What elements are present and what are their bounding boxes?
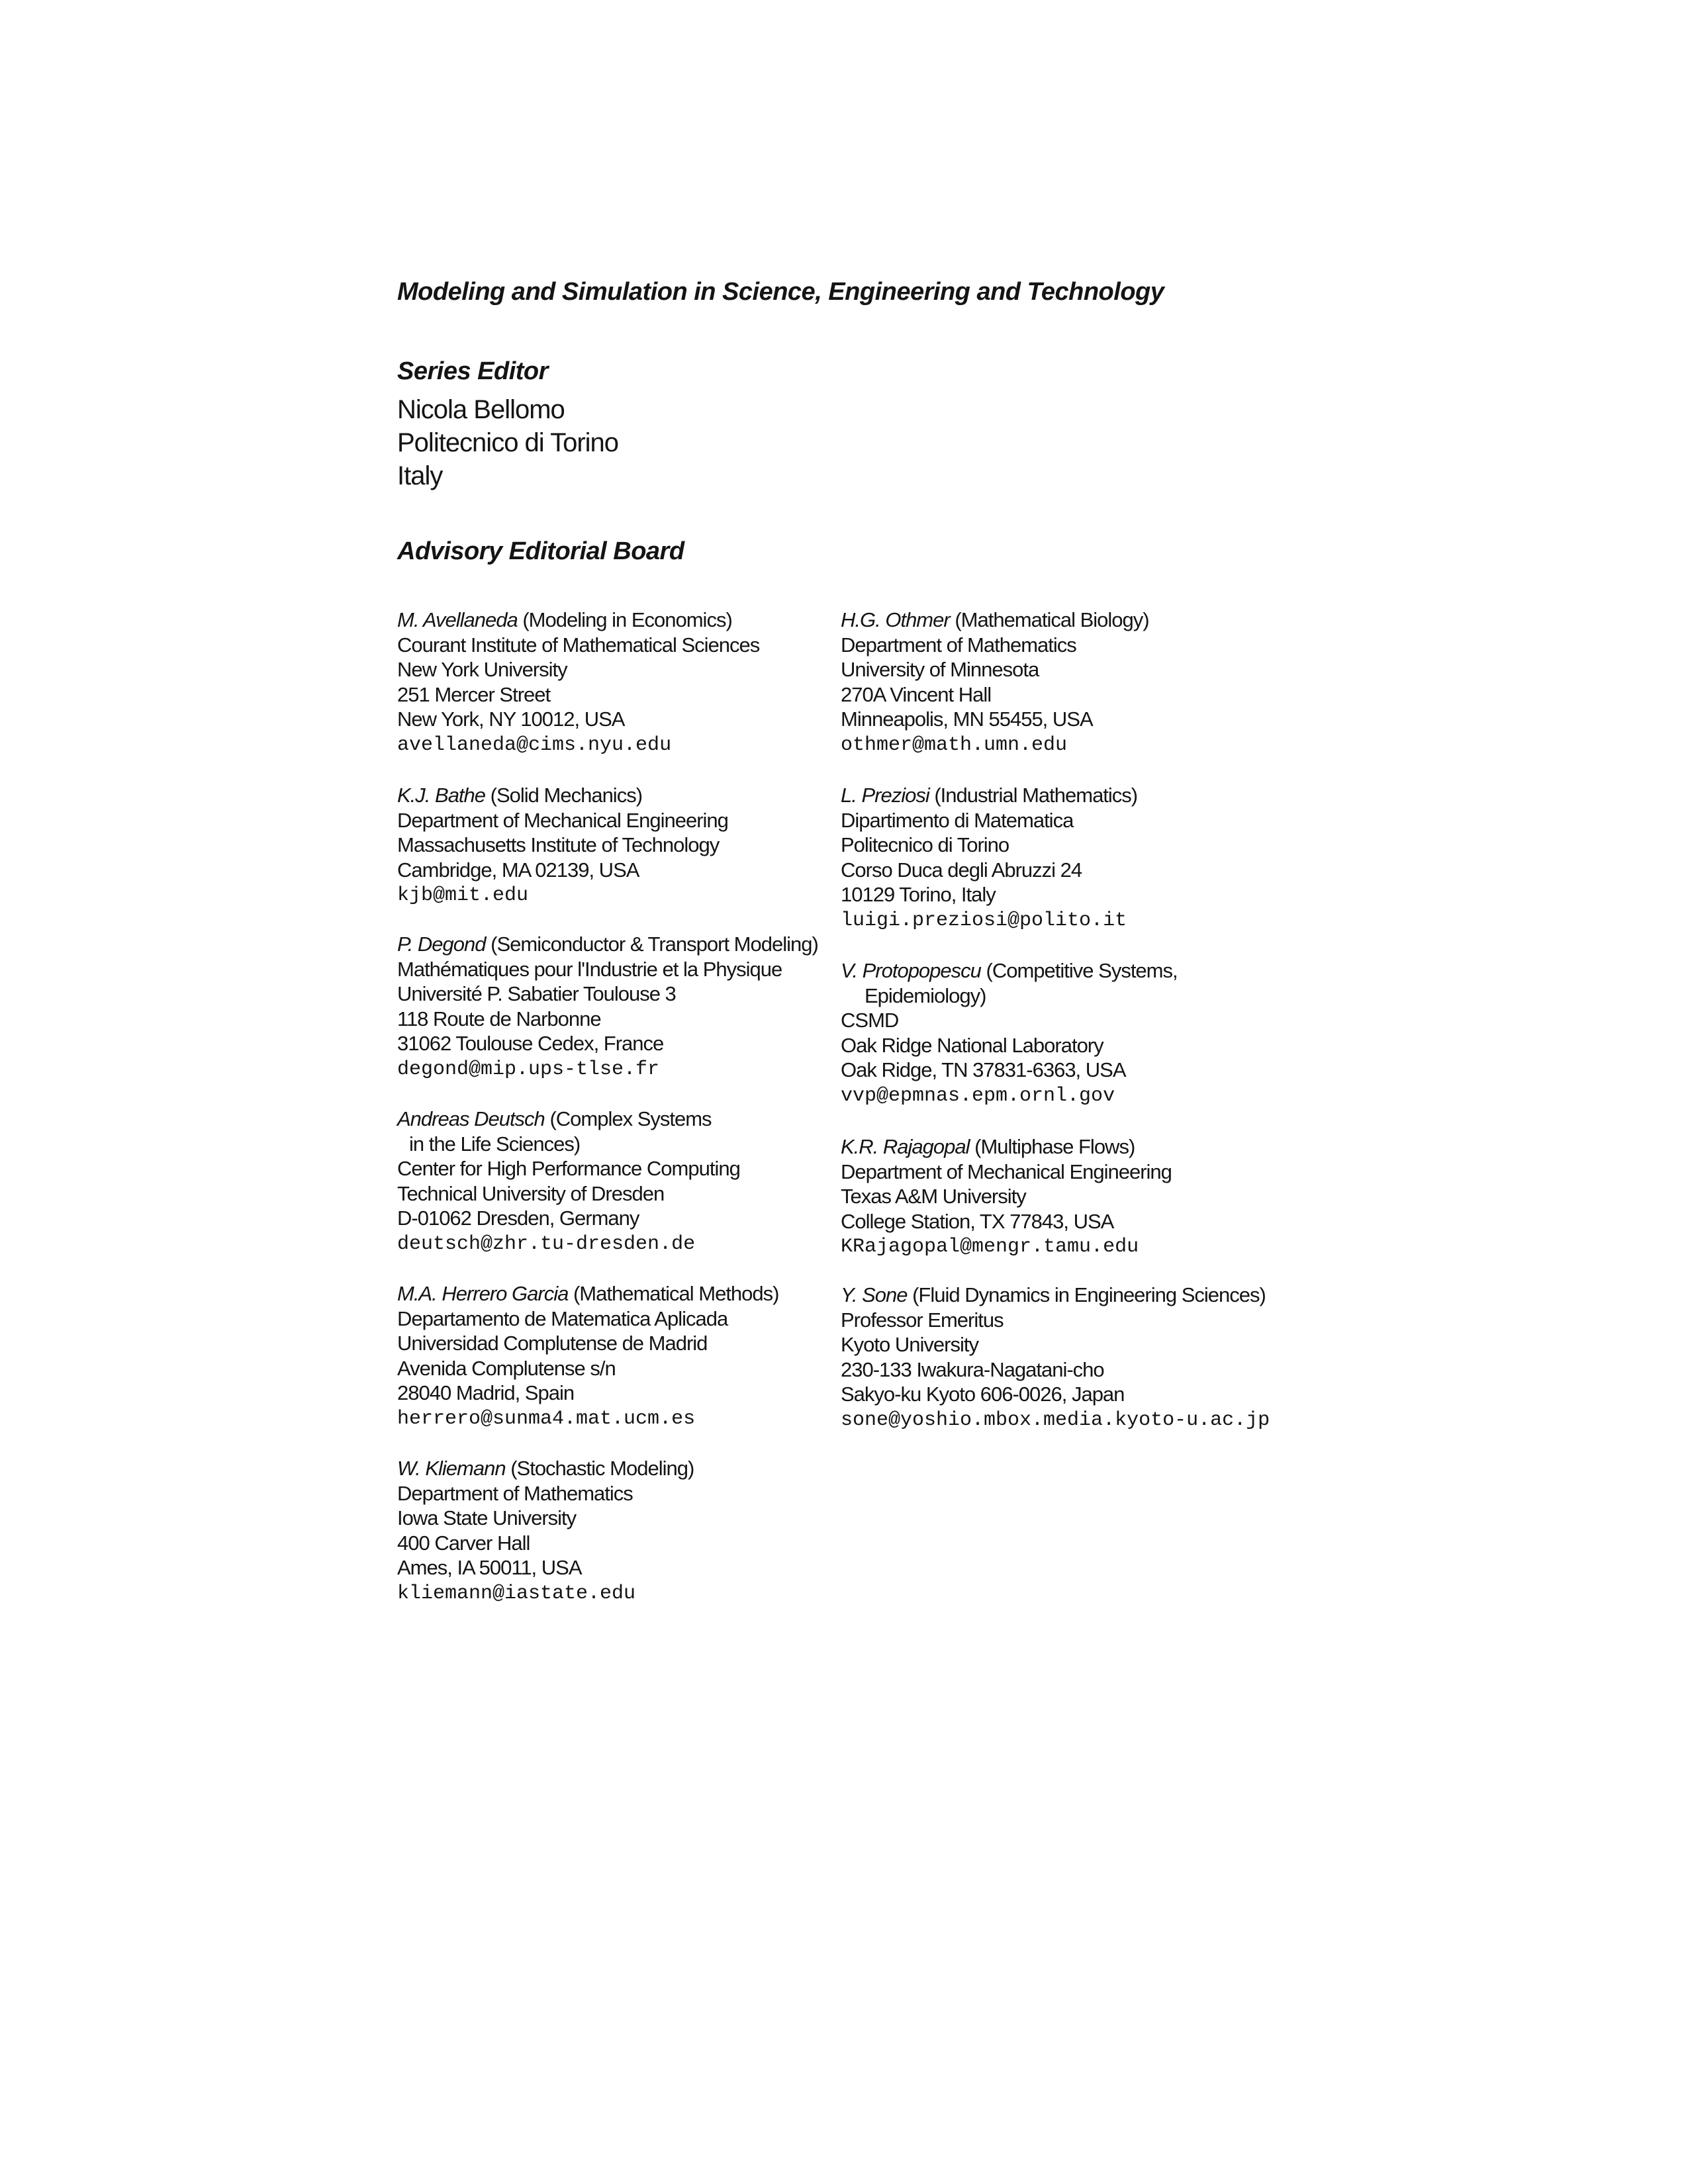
editor-country: Italy bbox=[397, 461, 443, 490]
member-field: (Stochastic Modeling) bbox=[510, 1457, 694, 1480]
address-line: 28040 Madrid, Spain bbox=[397, 1381, 575, 1404]
address-line: Kyoto University bbox=[841, 1333, 978, 1356]
address-line: Technical University of Dresden bbox=[397, 1181, 665, 1205]
address-line: Ames, IA 50011, USA bbox=[397, 1556, 582, 1579]
advisory-board-heading: Advisory Editorial Board bbox=[397, 537, 684, 565]
address-line: Oak Ridge, TN 37831-6363, USA bbox=[841, 1058, 1126, 1081]
member-field: (Solid Mechanics) bbox=[490, 784, 643, 807]
member-field: (Competitive Systems, bbox=[986, 959, 1178, 982]
board-member-entry bbox=[397, 1456, 694, 1606]
address-line: 118 Route de Narbonne bbox=[397, 1007, 601, 1030]
member-field: (Semiconductor & Transport Modeling) bbox=[491, 933, 818, 956]
address-line: New York University bbox=[397, 658, 567, 681]
address-line: 251 Mercer Street bbox=[397, 682, 551, 706]
address-line: Department of Mechanical Engineering bbox=[397, 808, 728, 832]
member-name: P. Degond bbox=[397, 933, 486, 956]
address-line: 270A Vincent Hall bbox=[841, 682, 992, 706]
member-name: H.G. Othmer bbox=[841, 608, 950, 631]
board-member-entry bbox=[841, 1134, 1172, 1260]
member-name: Y. Sone bbox=[841, 1283, 908, 1306]
member-name: L. Preziosi bbox=[841, 784, 929, 807]
board-member-entry bbox=[397, 932, 818, 1082]
member-field-continued: in the Life Sciences) bbox=[409, 1132, 581, 1156]
member-field: (Mathematical Biology) bbox=[955, 608, 1149, 631]
member-email: kjb@mit.edu bbox=[397, 884, 529, 907]
address-line: Université P. Sabatier Toulouse 3 bbox=[397, 982, 676, 1005]
member-field: (Multiphase Flows) bbox=[974, 1135, 1135, 1158]
member-field: (Fluid Dynamics in Engineering Sciences) bbox=[912, 1283, 1266, 1306]
board-member-entry bbox=[841, 958, 1178, 1109]
member-name: Andreas Deutsch bbox=[397, 1107, 545, 1130]
member-name: M. Avellaneda bbox=[397, 608, 518, 631]
board-member-entry bbox=[841, 783, 1137, 933]
address-line: Center for High Performance Computing bbox=[397, 1157, 740, 1180]
address-line: Oak Ridge National Laboratory bbox=[841, 1033, 1103, 1057]
address-line: Department of Mechanical Engineering bbox=[841, 1160, 1172, 1183]
address-line: Politecnico di Torino bbox=[841, 833, 1009, 856]
address-line: Texas A&M University bbox=[841, 1185, 1026, 1208]
address-line: Departamento de Matematica Aplicada bbox=[397, 1306, 728, 1330]
member-email: degond@mip.ups-tlse.fr bbox=[397, 1058, 660, 1081]
address-line: CSMD bbox=[841, 1009, 899, 1032]
address-line: Cambridge, MA 02139, USA bbox=[397, 858, 639, 882]
member-field-continued: Epidemiology) bbox=[865, 983, 986, 1007]
board-member-entry bbox=[397, 783, 728, 909]
address-line: Mathématiques pour l'Industrie et la Physique bbox=[397, 957, 782, 981]
member-email: KRajagopal@mengr.tamu.edu bbox=[841, 1236, 1139, 1258]
editor-name: Nicola Bellomo bbox=[397, 395, 565, 424]
address-line: Avenida Complutense s/n bbox=[397, 1356, 616, 1380]
address-line: Department of Mathematics bbox=[841, 633, 1076, 657]
member-field: (Modeling in Economics) bbox=[522, 608, 732, 631]
address-line: 31062 Toulouse Cedex, France bbox=[397, 1032, 664, 1055]
member-email: kliemann@iastate.edu bbox=[397, 1582, 636, 1605]
address-line: D-01062 Dresden, Germany bbox=[397, 1206, 639, 1230]
address-line: 400 Carver Hall bbox=[397, 1531, 530, 1555]
board-member-entry bbox=[397, 608, 759, 758]
board-member-entry bbox=[841, 608, 1149, 758]
address-line: Iowa State University bbox=[397, 1506, 577, 1529]
member-name: K.J. Bathe bbox=[397, 784, 486, 807]
member-email: othmer@math.umn.edu bbox=[841, 733, 1068, 756]
board-member-entry bbox=[841, 1283, 1270, 1433]
address-line: 10129 Torino, Italy bbox=[841, 883, 996, 906]
member-email: vvp@epmnas.epm.ornl.gov bbox=[841, 1084, 1115, 1107]
member-email: deutsch@zhr.tu-dresden.de bbox=[397, 1232, 696, 1255]
member-name: V. Protopopescu bbox=[841, 959, 981, 982]
address-line: Dipartimento di Matematica bbox=[841, 808, 1074, 832]
address-line: Massachusetts Institute of Technology bbox=[397, 833, 720, 856]
member-name: M.A. Herrero Garcia bbox=[397, 1282, 569, 1305]
member-field: (Mathematical Methods) bbox=[573, 1282, 779, 1305]
member-field: (Complex Systems bbox=[549, 1107, 712, 1130]
member-email: avellaneda@cims.nyu.edu bbox=[397, 733, 672, 756]
address-line: Courant Institute of Mathematical Sciences bbox=[397, 633, 760, 657]
member-field: (Industrial Mathematics) bbox=[934, 784, 1138, 807]
address-line: Corso Duca degli Abruzzi 24 bbox=[841, 858, 1082, 882]
member-email: luigi.preziosi@polito.it bbox=[841, 909, 1127, 932]
address-line: University of Minnesota bbox=[841, 658, 1039, 681]
address-line: New York, NY 10012, USA bbox=[397, 707, 625, 731]
address-line: Professor Emeritus bbox=[841, 1308, 1004, 1332]
series-editor-heading: Series Editor bbox=[397, 357, 548, 385]
member-email: herrero@sunma4.mat.ucm.es bbox=[397, 1407, 696, 1430]
address-line: Minneapolis, MN 55455, USA bbox=[841, 707, 1093, 731]
address-line: Department of Mathematics bbox=[397, 1481, 633, 1505]
member-email: sone@yoshio.mbox.media.kyoto-u.ac.jp bbox=[841, 1408, 1270, 1432]
editor-institution: Politecnico di Torino bbox=[397, 428, 619, 457]
address-line: Universidad Complutense de Madrid bbox=[397, 1332, 708, 1355]
series-editor-info bbox=[397, 393, 618, 492]
address-line: College Station, TX 77843, USA bbox=[841, 1209, 1114, 1233]
member-name: W. Kliemann bbox=[397, 1457, 506, 1480]
series-title: Modeling and Simulation in Science, Engineering and Technology bbox=[397, 278, 1164, 306]
board-member-entry bbox=[397, 1107, 740, 1257]
member-name: K.R. Rajagopal bbox=[841, 1135, 970, 1158]
board-member-entry bbox=[397, 1281, 778, 1432]
address-line: Sakyo-ku Kyoto 606-0026, Japan bbox=[841, 1383, 1125, 1406]
address-line: 230-133 Iwakura-Nagatani-cho bbox=[841, 1357, 1104, 1381]
